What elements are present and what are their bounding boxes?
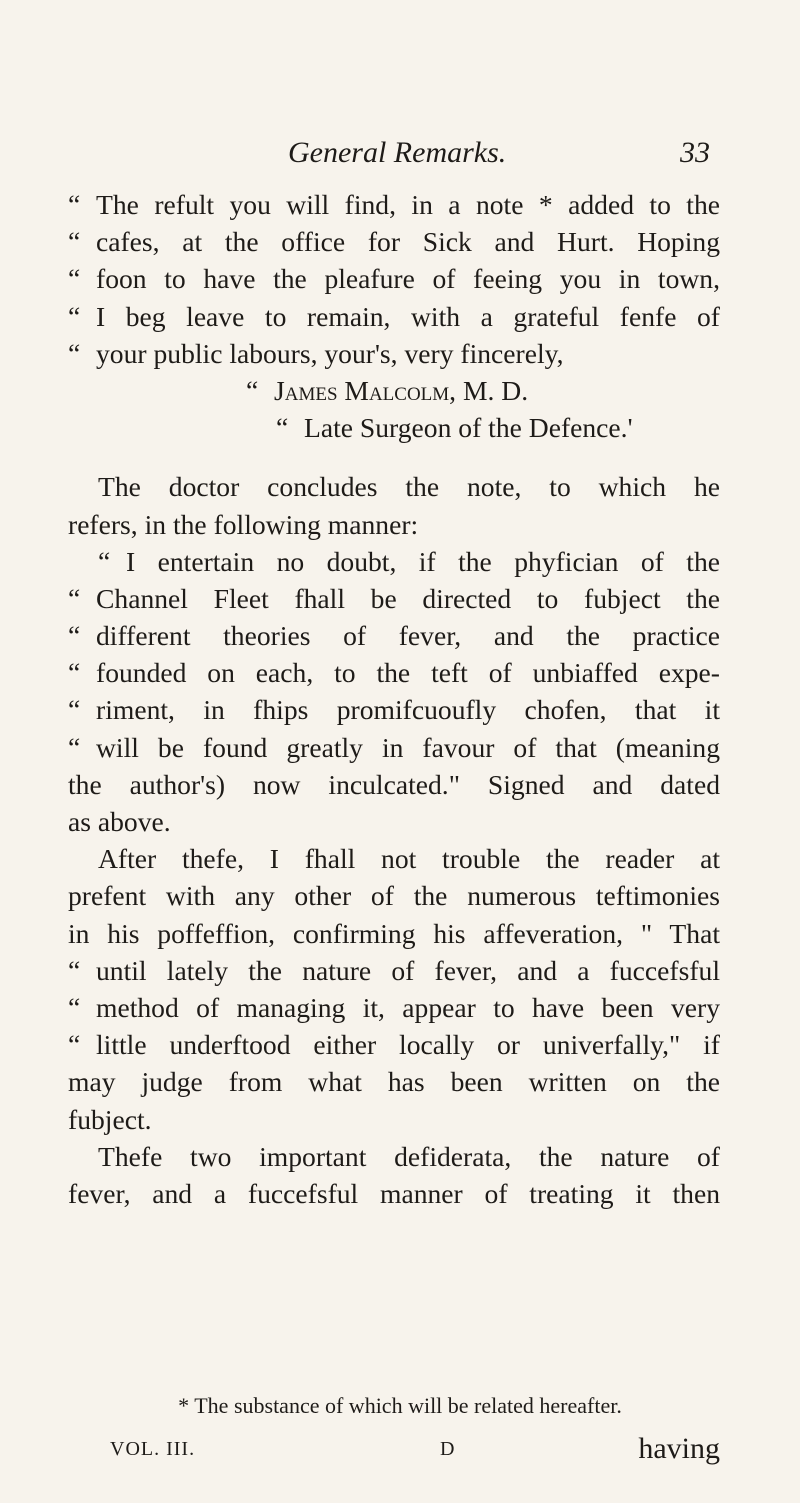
quote-line: “ different theories of fever, and the practice <box>68 620 720 652</box>
signature-title: “ Late Surgeon of the Defence.' <box>276 412 633 444</box>
quotation-block <box>68 543 720 841</box>
paragraph-line: fubject. <box>68 1103 152 1135</box>
footnote: * The substance of which will be related hereafter. <box>178 1393 622 1418</box>
page-body <box>68 186 720 1212</box>
running-title: General Remarks. <box>288 136 507 169</box>
paragraph-3 <box>68 1138 720 1212</box>
letter-line: “ cafes, at the office for Sick and Hurt. Hoping <box>68 226 720 258</box>
volume-label: VOL. III. <box>110 1438 196 1460</box>
paragraph-line: fever, and a fuccefsful manner of treating it then <box>68 1177 720 1209</box>
letter-block <box>68 186 720 372</box>
quote-line: “ riment, in fhips promifcuoufly chofen, that it <box>68 694 720 726</box>
paragraph-line: The doctor concludes the note, to which he <box>98 471 720 503</box>
page-header <box>240 136 710 176</box>
paragraph-line: prefent with any other of the numerous teftimonies <box>68 880 720 912</box>
quote-line: “ I entertain no doubt, if the phyfician of the <box>98 545 720 577</box>
page-footer <box>110 1432 720 1472</box>
paragraph-line: “ little underftood either locally or univerfally," if <box>68 1029 720 1061</box>
quote-line: as above. <box>68 806 171 837</box>
paragraph-line: “ method of managing it, appear to have been very <box>68 991 720 1023</box>
letter-line: “ The refult you will find, in a note * added to the <box>68 189 720 220</box>
letter-line: “ I beg leave to remain, with a grateful fenfe of <box>68 300 720 332</box>
quote-line: “ founded on each, to the teft of unbiaffed expe- <box>68 657 720 689</box>
signature-name: “ James Malcolm, M. D. <box>246 374 529 406</box>
paragraph-line: After thefe, I fhall not trouble the reader at <box>98 843 720 875</box>
quote-line: “ will be found greatly in favour of that (meaning <box>68 731 720 763</box>
catchword: having <box>638 1432 720 1465</box>
paragraph-line: refers, in the following manner: <box>68 508 419 540</box>
paragraph-line: may judge from what has been written on the <box>68 1066 720 1098</box>
quote-line: the author's) now inculcated." Signed and dated <box>68 768 720 800</box>
letter-line: “ your public labours, your's, very fincerely, <box>68 337 564 369</box>
letter-line: “ foon to have the pleafure of feeing you in town, <box>68 263 720 295</box>
paragraph-line: Thefe two important defiderata, the nature of <box>98 1140 720 1172</box>
spacer <box>68 446 720 468</box>
paragraph-1 <box>68 468 720 542</box>
signature-mark: D <box>440 1438 455 1460</box>
paragraph-line: in his poffeffion, confirming his affeveration, " That <box>68 917 720 949</box>
page-number: 33 <box>680 136 710 169</box>
paragraph-line: “ until lately the nature of fever, and a fuccefsful <box>68 954 720 986</box>
paragraph-2 <box>68 840 720 1138</box>
quote-line: “ Channel Fleet fhall be directed to fubject the <box>68 582 720 614</box>
